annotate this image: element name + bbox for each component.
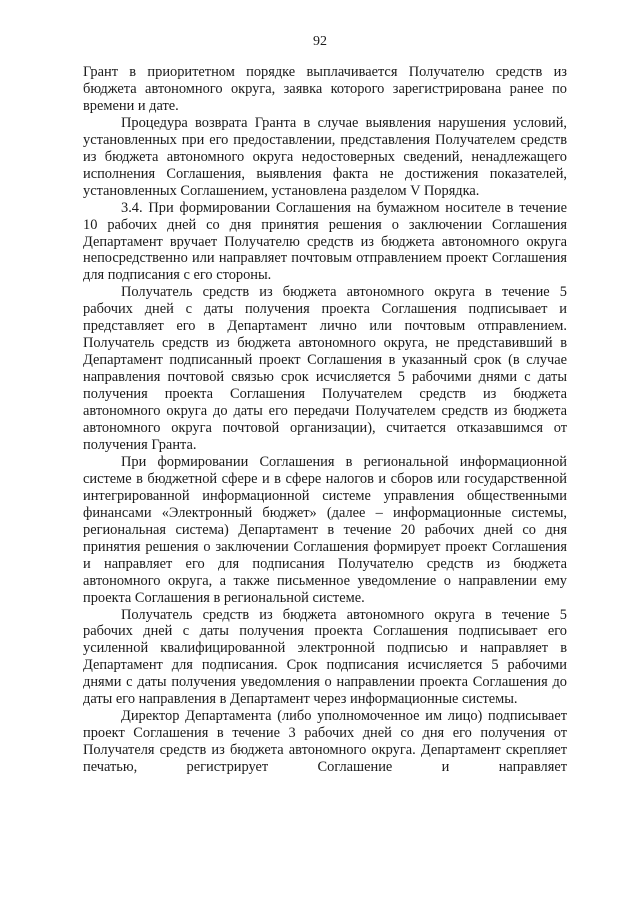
document-body bbox=[83, 64, 567, 776]
paragraph-recipient-signing-paper: Получатель средств из бюджета автономного округа в течение 5 рабочих дней с даты получения проекта Соглашения подписывает и представляет его в Департамент лично или почтовым отправлением. Получатель средств из бюджета автономного округа, не представивший в Департамент подписанный проект Соглашения в указанный срок (в случае направления почтовой связью срок исчисляется 5 рабочими днями с даты получения проекта Соглашения Получателем средств из бюджета автономного округа до даты его передачи Получателем средств из бюджета автономного округа почтовой организации), считается отказавшимся от получения Гранта. bbox=[83, 284, 567, 453]
page-number: 92 bbox=[313, 34, 327, 49]
paragraph-electronic-agreement: При формировании Соглашения в региональной информационной системе в бюджетной сфере и в сфере налогов и сборов или государственной интегрированной информационной системе управления общественными финансами «Электронный бюджет» (далее – информационные системы, региональная система) Департамент в течение 20 рабочих дней со дня принятия решения о заключении Соглашения формирует проект Соглашения и направляет его для подписания Получателю средств из бюджета автономного округа, а также письменное уведомление о направлении ему проекта Соглашения в региональной системе. bbox=[83, 453, 567, 606]
paragraph-director-signing: Директор Департамента (либо уполномоченное им лицо) подписывает проект Соглашения в течение 3 рабочих дней со дня его получения от Получателя средств из бюджета автономного округа. Департамент скрепляет печатью, регистрирует Соглашение и направляет bbox=[83, 708, 567, 776]
paragraph-recipient-signing-electronic: Получатель средств из бюджета автономного округа в течение 5 рабочих дней с даты получения проекта Соглашения подписывает его усиленной квалифицированной электронной подписью и направляет в Департамент для подписания. Срок подписания исчисляется 5 рабочими днями с даты получения уведомления о направлении проекта Соглашения до даты его направления в Департамент через информационные системы. bbox=[83, 606, 567, 708]
paragraph-3-4-paper-agreement: 3.4. При формировании Соглашения на бумажном носителе в течение 10 рабочих дней со дня принятия решения о заключении Соглашения Департамент вручает Получателю средств из бюджета автономного округа непосредственно или направляет почтовым отправлением проект Соглашения для подписания с его стороны. bbox=[83, 199, 567, 284]
paragraph-grant-return-procedure: Процедура возврата Гранта в случае выявления нарушения условий, установленных при его предоставлении, представления Получателем средств из бюджета автономного округа недостоверных сведений, ненадлежащего исполнения Соглашения, выявления факта не достижения показателей, установленных Соглашением, установлена разделом V Порядка. bbox=[83, 114, 567, 199]
paragraph-grant-priority: Грант в приоритетном порядке выплачивается Получателю средств из бюджета автономного округа, заявка которого зарегистрирована ранее по времени и дате. bbox=[83, 64, 567, 114]
